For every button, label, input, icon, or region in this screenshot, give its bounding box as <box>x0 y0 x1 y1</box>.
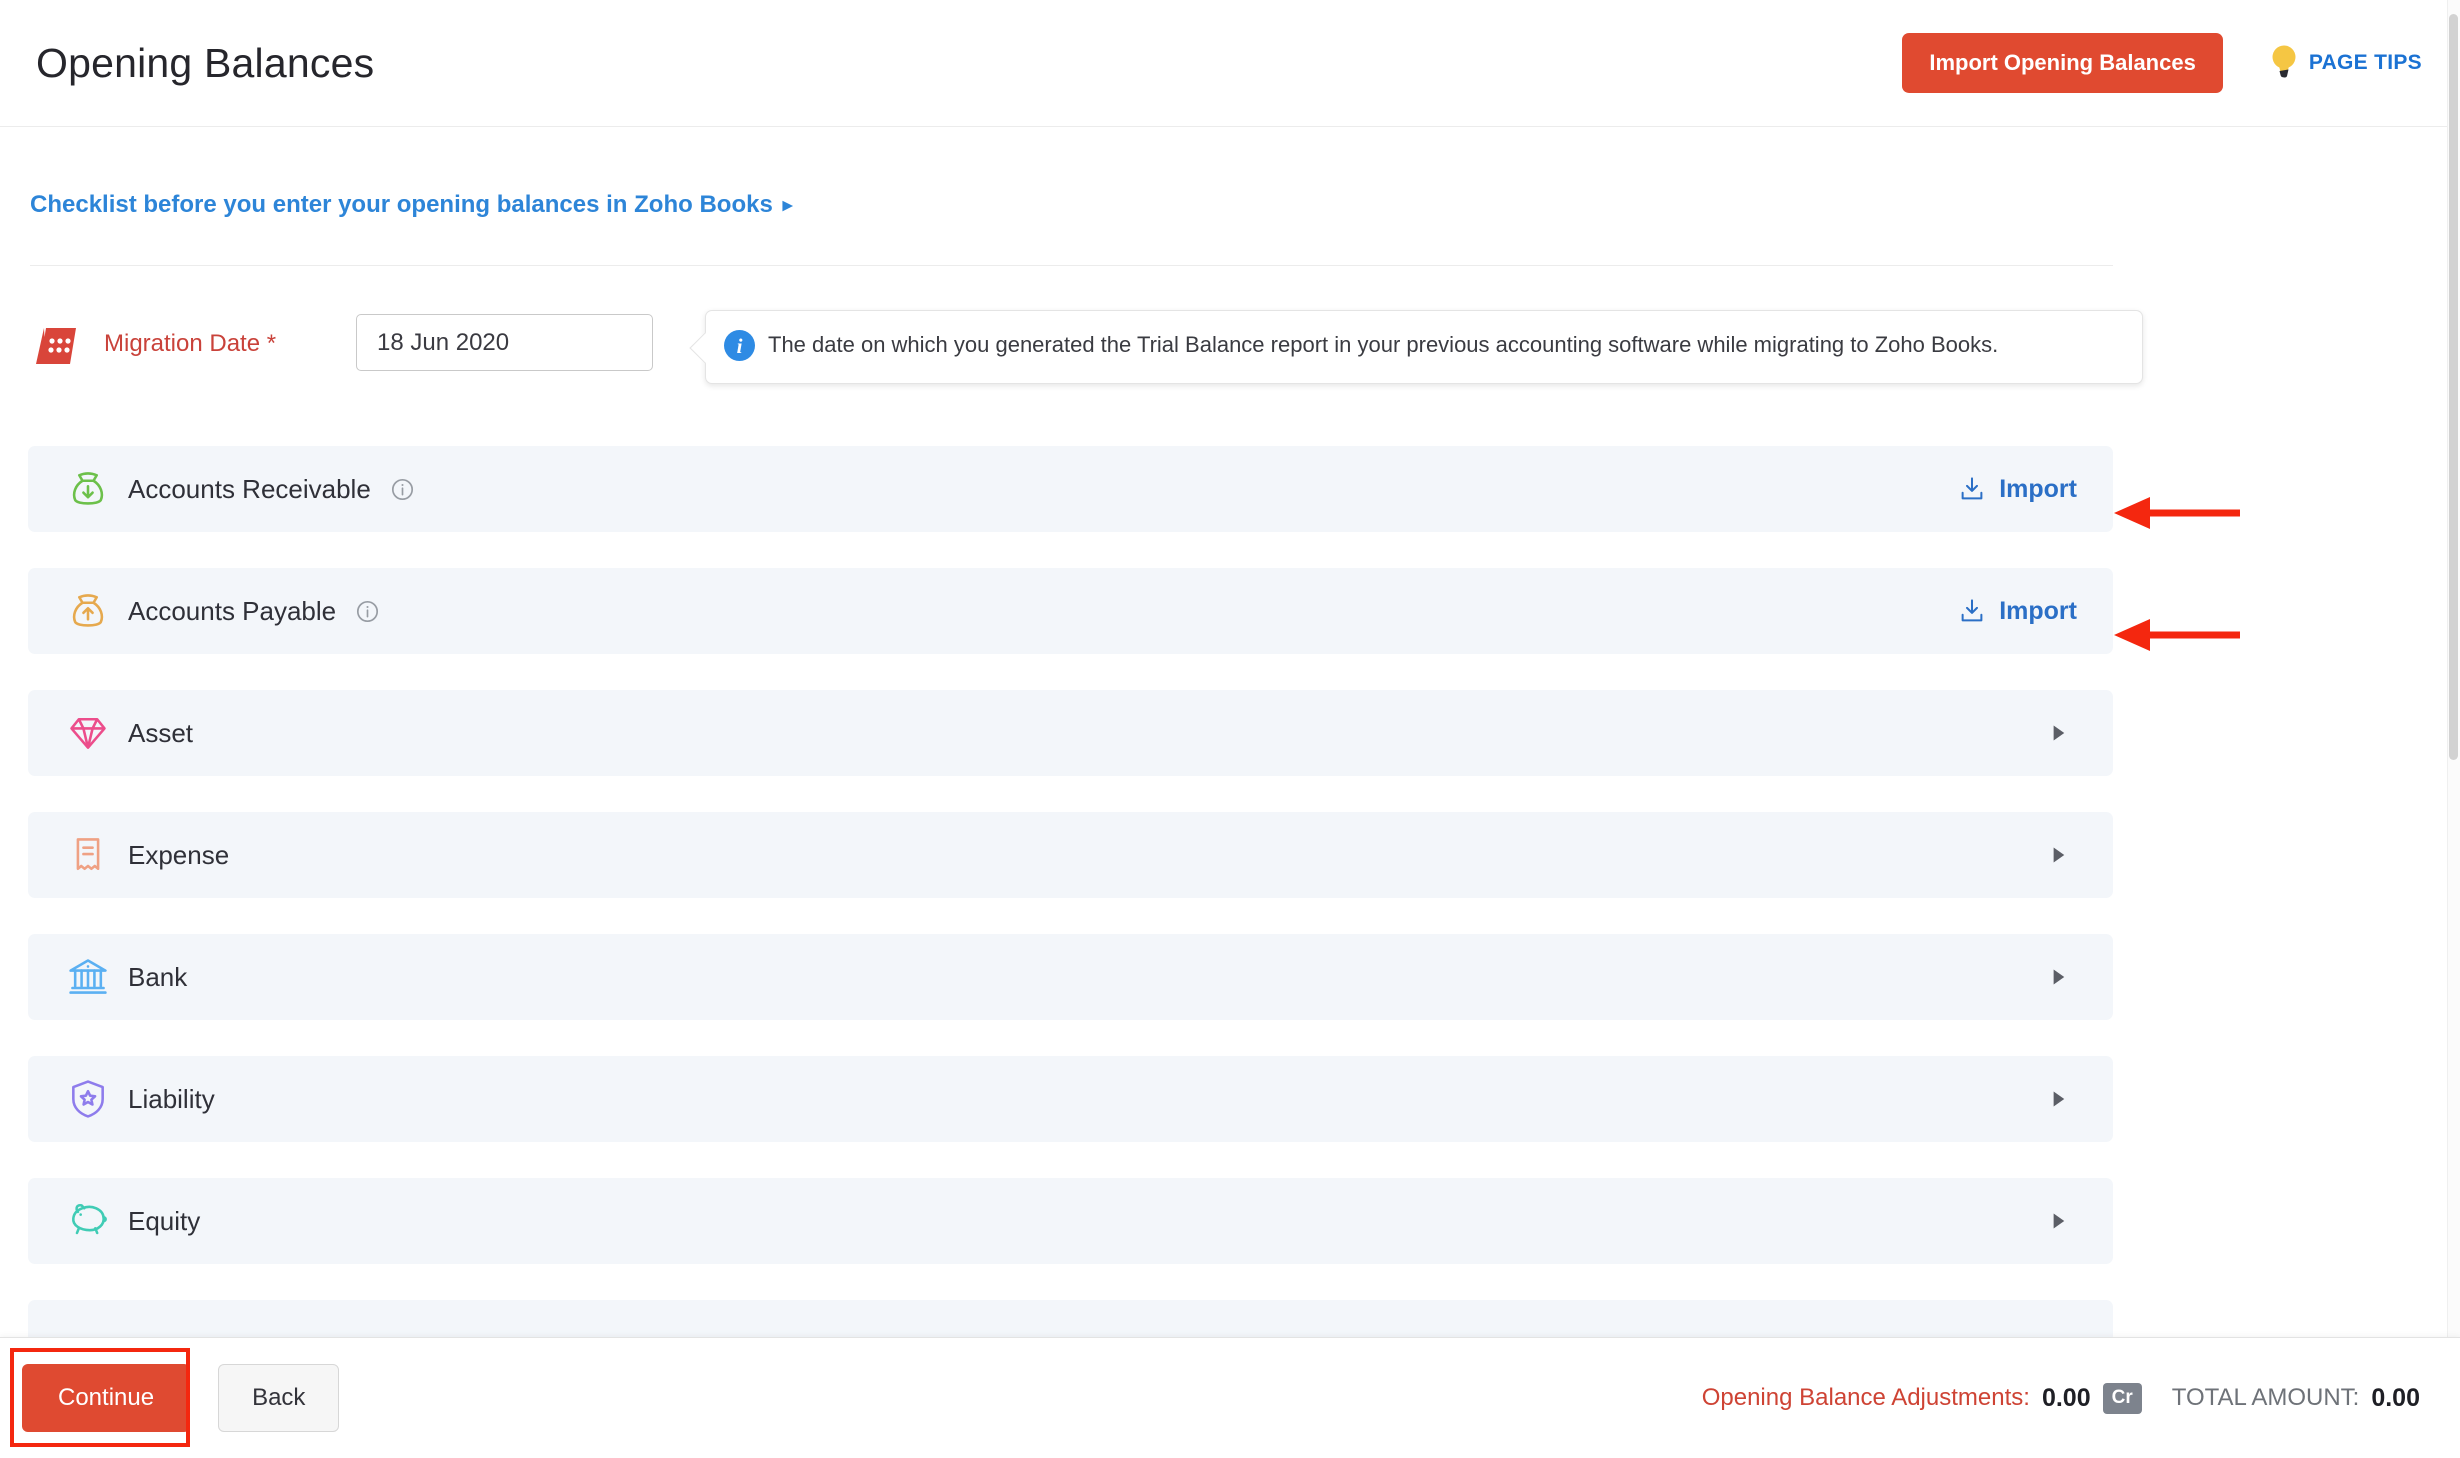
checklist-link[interactable] <box>30 191 792 219</box>
section-divider <box>30 265 2113 266</box>
migration-date-input[interactable] <box>356 314 653 371</box>
lightbulb-icon <box>2269 43 2299 84</box>
expand-chevron-icon[interactable] <box>2043 1206 2073 1236</box>
total-amount-value: 0.00 <box>2371 1383 2420 1412</box>
row-asset[interactable] <box>28 690 2113 776</box>
shield-star-icon <box>66 1077 110 1121</box>
account-label: Asset <box>128 717 194 748</box>
required-asterisk: * <box>266 330 277 357</box>
expand-chevron-icon[interactable] <box>2043 1084 2073 1114</box>
footer-bar <box>0 1337 2460 1458</box>
account-label: Accounts Receivable <box>128 473 371 504</box>
gem-icon <box>66 711 110 755</box>
import-receivables-link[interactable] <box>1957 474 2077 504</box>
page-tips-label: PAGE TIPS <box>2308 51 2422 74</box>
calendar-icon <box>30 322 82 372</box>
expand-chevron-icon[interactable] <box>2043 962 2073 992</box>
caret-right-icon: ▸ <box>782 194 793 216</box>
scrollbar-thumb[interactable] <box>2449 14 2458 760</box>
tooltip-text: The date on which you generated the Trial Balance report in your previous accounting software while migrating to Zoho Books. <box>768 332 1999 357</box>
import-link-label: Import <box>1999 474 2077 503</box>
account-label: Equity <box>128 1205 201 1236</box>
row-expense[interactable] <box>28 812 2113 898</box>
back-button[interactable]: Back <box>218 1364 339 1432</box>
piggy-bank-icon <box>66 1199 110 1243</box>
account-label: Bank <box>128 961 188 992</box>
tooltip-caret <box>689 332 720 363</box>
download-icon <box>1957 596 1987 626</box>
receipt-icon <box>66 833 110 877</box>
import-link-label: Import <box>1999 596 2077 625</box>
bank-icon <box>66 955 110 999</box>
account-label: Accounts Payable <box>128 595 337 626</box>
scrollbar-track[interactable] <box>2447 0 2460 1458</box>
expand-chevron-icon[interactable] <box>2043 840 2073 870</box>
import-payables-link[interactable] <box>1957 596 2077 626</box>
adjustments-value: 0.00 <box>2041 1383 2091 1412</box>
info-icon: i <box>724 330 755 361</box>
info-icon[interactable] <box>352 596 383 627</box>
row-equity[interactable] <box>28 1178 2113 1264</box>
row-liability[interactable] <box>28 1056 2113 1142</box>
download-icon <box>1957 474 1987 504</box>
page-title: Opening Balances <box>36 39 375 86</box>
row-accounts-receivable[interactable] <box>28 446 2113 532</box>
money-bag-receive-icon <box>66 467 110 511</box>
import-opening-balances-button[interactable]: Import Opening Balances <box>1902 33 2223 93</box>
total-amount-label: TOTAL AMOUNT: <box>2171 1384 2360 1411</box>
info-icon[interactable] <box>387 474 418 505</box>
page-header <box>0 0 2460 127</box>
accounts-list <box>28 446 2143 1386</box>
credit-badge: Cr <box>2103 1383 2142 1414</box>
footer-totals <box>1702 1383 2420 1414</box>
migration-date-tooltip <box>705 310 2143 384</box>
page-tips-button[interactable] <box>2269 43 2422 84</box>
expand-chevron-icon[interactable] <box>2043 718 2073 748</box>
row-bank[interactable] <box>28 934 2113 1020</box>
row-accounts-payable[interactable] <box>28 568 2113 654</box>
main-content <box>0 127 2143 1386</box>
header-actions <box>1902 33 2422 93</box>
migration-date-section <box>30 310 2143 384</box>
money-bag-pay-icon <box>66 589 110 633</box>
account-label: Expense <box>128 839 230 870</box>
adjustments-label: Opening Balance Adjustments: <box>1701 1384 2030 1411</box>
checklist-link-text: Checklist before you enter your opening balances in Zoho Books <box>30 191 773 218</box>
account-label: Liability <box>128 1083 215 1114</box>
continue-button[interactable]: Continue <box>22 1364 190 1432</box>
migration-date-label: Migration Date * <box>104 330 277 357</box>
